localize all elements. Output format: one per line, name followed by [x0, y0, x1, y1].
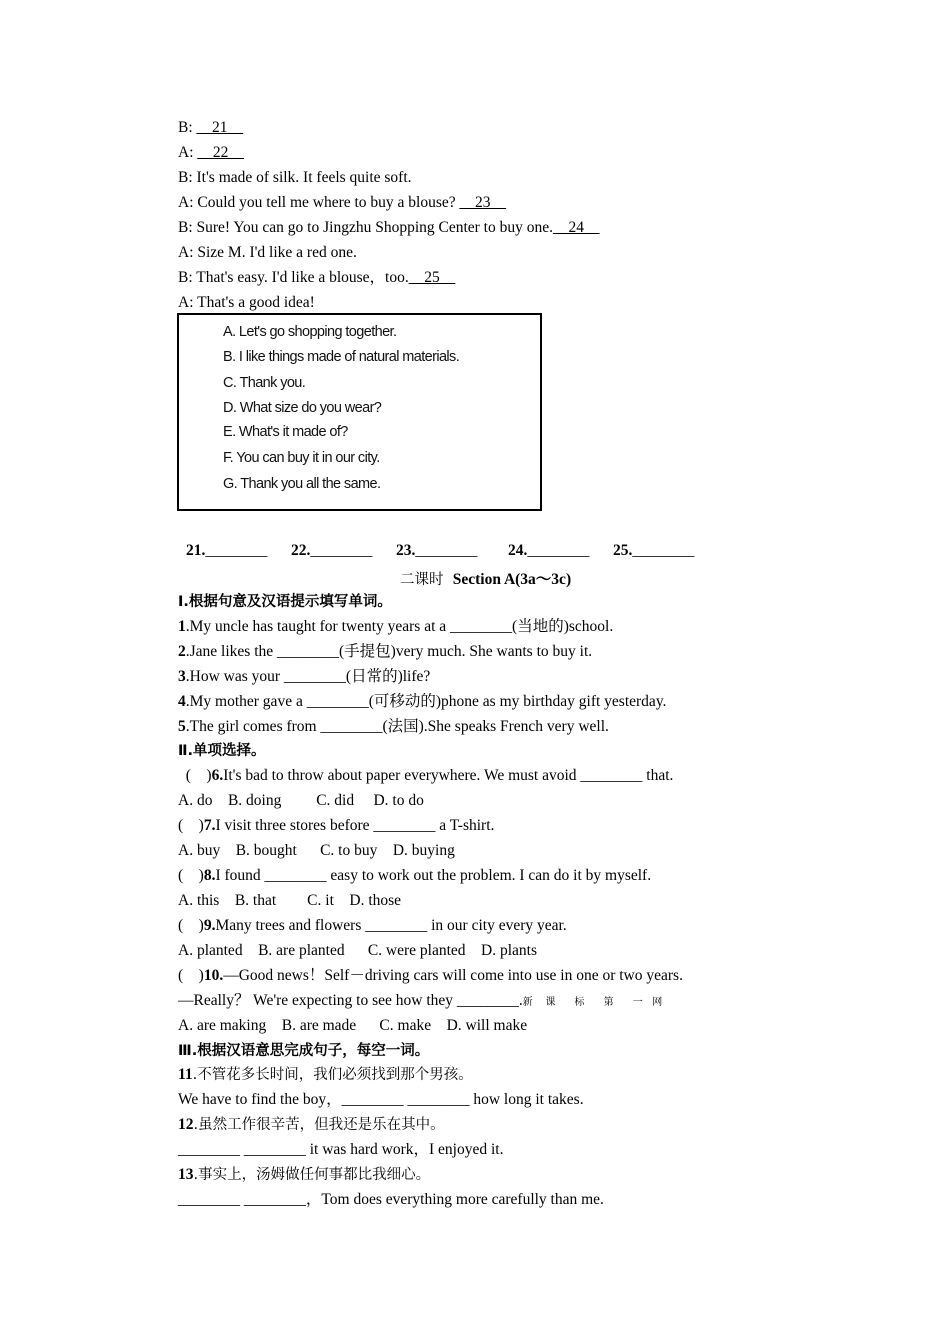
question-6 [178, 766, 673, 786]
question-number: 13 [178, 1166, 194, 1183]
question-10-line2 [178, 991, 662, 1013]
blank-22[interactable]: __22__ [197, 144, 244, 161]
part2-heading: Ⅱ.单项选择。 [178, 743, 266, 759]
question-text: .My uncle has taught for twenty years at a ________(当地的)school. [185, 618, 614, 635]
question-number: 1 [178, 618, 186, 635]
question-9-options: A. planted B. are planted C. were planted D. plants [178, 942, 537, 959]
question-11-cn [178, 1065, 473, 1085]
question-3 [178, 667, 430, 687]
dialogue-line-good-idea: A: That's a good idea! [178, 294, 315, 311]
question-9 [178, 916, 567, 936]
answer-line: ________ [632, 542, 695, 559]
question-number: 8. [203, 867, 216, 884]
question-text: —Good news！Self－driving cars will come into use in one or two years. [223, 967, 683, 984]
question-13-cn [178, 1165, 430, 1185]
dialogue-line-22 [178, 143, 244, 163]
answer-number: 23. [396, 542, 416, 559]
speaker-label: A: [178, 144, 198, 161]
option-b: B. I like things made of natural materials. [223, 349, 460, 365]
answer-line: ________ [205, 542, 268, 559]
section-label: Section A(3a～3c) [452, 571, 572, 588]
question-number: 3 [178, 668, 186, 685]
answer-blank-22[interactable] [291, 542, 372, 560]
question-7 [178, 816, 494, 836]
lesson-title [400, 567, 571, 589]
answer-number: 21. [186, 542, 206, 559]
dialogue-text: A: Could you tell me where to buy a blouse? [178, 194, 460, 211]
question-number: 10. [203, 967, 224, 984]
question-4 [178, 692, 666, 712]
part3-heading: Ⅲ.根据汉语意思完成句子，每空一词。 [178, 1043, 430, 1059]
answer-number: 25. [613, 542, 633, 559]
question-text: .虽然工作很辛苦，但我还是乐在其中。 [193, 1117, 445, 1133]
answer-blank-21[interactable] [186, 542, 267, 560]
question-text: .事实上，汤姆做任何事都比我细心。 [193, 1167, 431, 1183]
question-number: 7. [203, 817, 216, 834]
question-text: It's bad to throw about paper everywhere. We must avoid ________ that. [223, 767, 674, 784]
answer-line: ________ [310, 542, 373, 559]
answer-blank-23[interactable] [396, 542, 477, 560]
question-text: .Jane likes the ________(手提包)very much. She wants to buy it. [185, 643, 593, 660]
answer-paren[interactable]: ( ) [178, 817, 204, 834]
question-text: Many trees and flowers ________ in our city every year. [215, 917, 567, 934]
blank-23[interactable]: __23__ [459, 194, 507, 211]
answer-paren[interactable]: ( ) [178, 867, 204, 884]
question-text: —Really？ We're expecting to see how they ________. [178, 992, 523, 1009]
question-text: .How was your ________(日常的)life? [185, 668, 431, 685]
dialogue-text: B: Sure! You can go to Jingzhu Shopping Center to buy one. [178, 219, 553, 236]
question-8-options: A. this B. that C. it D. those [178, 892, 402, 909]
question-number: 5 [178, 718, 186, 735]
question-number: 11 [178, 1066, 193, 1083]
question-text: I visit three stores before ________ a T-shirt. [215, 817, 495, 834]
dialogue-text: B: That's easy. I'd like a blouse，too. [178, 269, 409, 286]
question-number: 12 [178, 1116, 194, 1133]
options-box [177, 313, 542, 511]
dialogue-line-size: A: Size M. I'd like a red one. [178, 244, 357, 261]
question-10 [178, 966, 683, 986]
question-5 [178, 717, 609, 737]
question-2 [178, 642, 592, 662]
question-1 [178, 617, 613, 637]
lesson-prefix: 二课时 [400, 572, 453, 588]
question-number: 2 [178, 643, 186, 660]
part1-heading: Ⅰ.根据句意及汉语提示填写单词。 [178, 594, 392, 610]
dialogue-line-21 [178, 118, 243, 138]
question-number: 9. [203, 917, 216, 934]
question-11-en: We have to find the boy，________ ________ how long it takes. [178, 1091, 584, 1108]
answer-blank-25[interactable] [613, 542, 694, 560]
dialogue-line-silk: B: It's made of silk. It feels quite soft. [178, 169, 412, 186]
option-g: G. Thank you all the same. [223, 476, 381, 492]
blank-24[interactable]: __24__ [553, 219, 600, 236]
option-f: F. You can buy it in our city. [223, 450, 380, 466]
answer-line: ________ [527, 542, 590, 559]
question-text: .My mother gave a ________(可移动的)phone as my birthday gift yesterday. [185, 693, 667, 710]
answer-number: 24. [508, 542, 528, 559]
question-12-en: ________ ________ it was hard work，I enjoyed it. [178, 1141, 504, 1158]
blank-21[interactable]: __21__ [196, 119, 244, 136]
answer-number: 22. [291, 542, 311, 559]
option-a: A. Let's go shopping together. [223, 324, 397, 340]
answer-paren[interactable]: ( ) [178, 967, 204, 984]
blank-25[interactable]: __25__ [408, 269, 456, 286]
question-13-en: ________ ________，Tom does everything more carefully than me. [178, 1191, 604, 1208]
question-text: .不管花多长时间，我们必须找到那个男孩。 [192, 1067, 473, 1083]
question-text: I found ________ easy to work out the problem. I can do it by myself. [215, 867, 652, 884]
answer-line: ________ [415, 542, 478, 559]
option-e: E. What's it made of? [223, 424, 348, 440]
question-number: 4 [178, 693, 186, 710]
question-7-options: A. buy B. bought C. to buy D. buying [178, 842, 455, 859]
question-number: 6. [211, 767, 224, 784]
question-6-options: A. do B. doing C. did D. to do [178, 792, 424, 809]
dialogue-line-shopping-center [178, 218, 600, 238]
answer-paren[interactable]: ( ) [178, 767, 212, 784]
option-c: C. Thank you. [223, 375, 306, 391]
speaker-label: B: [178, 119, 197, 136]
dialogue-line-blouse [178, 193, 506, 213]
answer-blank-24[interactable] [508, 542, 589, 560]
question-12-cn [178, 1115, 445, 1135]
watermark-text: 新 课 标 第 一 网 [522, 997, 663, 1008]
answer-paren[interactable]: ( ) [178, 917, 204, 934]
question-8 [178, 866, 651, 886]
question-10-options: A. are making B. are made C. make D. will make [178, 1017, 528, 1034]
dialogue-line-easy [178, 268, 455, 288]
question-text: .The girl comes from ________(法国).She speaks French very well. [185, 718, 609, 735]
option-d: D. What size do you wear? [223, 400, 382, 416]
